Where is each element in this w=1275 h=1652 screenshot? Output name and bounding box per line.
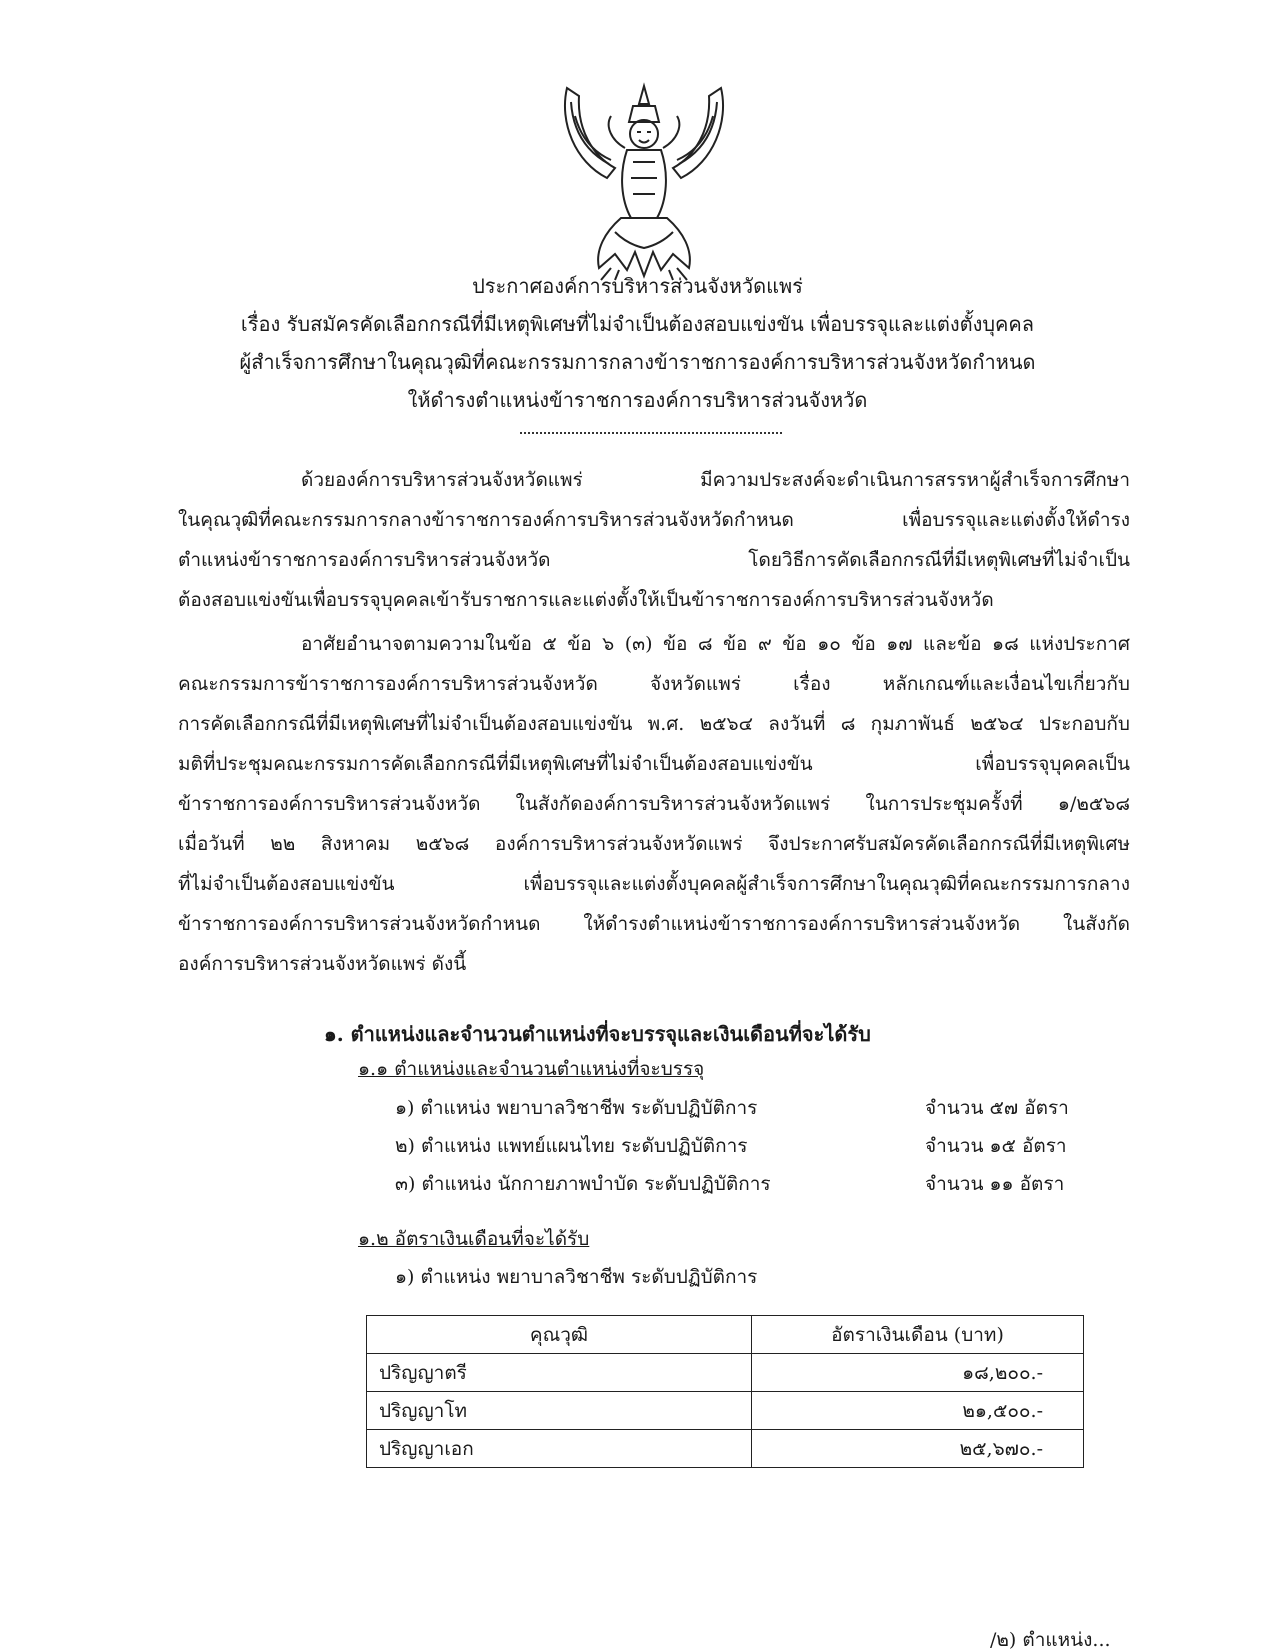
- table-row: [367, 1354, 1084, 1392]
- subject-line-2: ผู้สำเร็จการศึกษาในคุณวุฒิที่คณะกรรมการกลางข้าราชการองค์การบริหารส่วนจังหวัดกำหนด: [239, 350, 1036, 374]
- qualification-cell: ปริญญาเอก: [367, 1430, 752, 1468]
- paragraph-line: ด้วยองค์การบริหารส่วนจังหวัดแพร่ มีความประสงค์จะดำเนินการสรรหาผู้สำเร็จการศึกษา: [301, 469, 1130, 491]
- salary-cell: ๑๘,๒๐๐.-: [752, 1354, 1084, 1392]
- paragraph-line: มติที่ประชุมคณะกรรมการคัดเลือกกรณีที่มีเหตุพิเศษที่ไม่จำเป็นต้องสอบแข่งขัน เพื่อบรรจุบุคคลเป็น: [178, 753, 1130, 775]
- paragraph-line: องค์การบริหารส่วนจังหวัดแพร่ ดังนี้: [178, 953, 467, 975]
- page-continuation: /๒) ตำแหน่ง...: [990, 1629, 1111, 1651]
- position-row: [395, 1166, 1085, 1202]
- position-name: ๑) ตำแหน่ง พยาบาลวิชาชีพ ระดับปฏิบัติการ: [395, 1097, 758, 1119]
- table-row: [367, 1392, 1084, 1430]
- dotted-divider: [520, 432, 782, 434]
- column-header-salary: อัตราเงินเดือน (บาท): [752, 1316, 1084, 1354]
- qualification-cell: ปริญญาโท: [367, 1392, 752, 1430]
- paragraph-line: ข้าราชการองค์การบริหารส่วนจังหวัดกำหนด ให้ดำรงตำแหน่งข้าราชการองค์การบริหารส่วนจังหวัด ในสังกัด: [178, 913, 1130, 935]
- paragraph-line: ในคุณวุฒิที่คณะกรรมการกลางข้าราชการองค์การบริหารส่วนจังหวัดกำหนด เพื่อบรรจุและแต่งตั้งให้ดำรง: [178, 509, 1130, 531]
- announcement-title: ประกาศองค์การบริหารส่วนจังหวัดแพร่: [472, 274, 803, 298]
- qualification-cell: ปริญญาตรี: [367, 1354, 752, 1392]
- position-name: ๓) ตำแหน่ง นักกายภาพบำบัด ระดับปฏิบัติการ: [395, 1173, 771, 1195]
- section-1-1-heading: ๑.๑ ตำแหน่งและจำนวนตำแหน่งที่จะบรรจุ: [358, 1058, 705, 1080]
- position-count: จำนวน ๑๕ อัตรา: [925, 1135, 1067, 1157]
- paragraph-line: ต้องสอบแข่งขันเพื่อบรรจุบุคคลเข้ารับราชการและแต่งตั้งให้เป็นข้าราชการองค์การบริหารส่วนจังหวัด: [178, 589, 994, 611]
- subject-line-3: ให้ดำรงตำแหน่งข้าราชการองค์การบริหารส่วนจังหวัด: [407, 388, 868, 412]
- paragraph-line: การคัดเลือกกรณีที่มีเหตุพิเศษที่ไม่จำเป็นต้องสอบแข่งขัน พ.ศ. ๒๕๖๔ ลงวันที่ ๘ กุมภาพันธ์ ๒๕๖๔ ประกอบกับ: [178, 713, 1130, 735]
- salary-position-label: ๑) ตำแหน่ง พยาบาลวิชาชีพ ระดับปฏิบัติการ: [395, 1266, 758, 1288]
- salary-table: [366, 1315, 1084, 1468]
- garuda-emblem-icon: [555, 82, 733, 282]
- position-row: [395, 1128, 1085, 1164]
- position-row: [395, 1090, 1085, 1126]
- position-count: จำนวน ๑๑ อัตรา: [925, 1173, 1065, 1195]
- paragraph-line: อาศัยอำนาจตามความในข้อ ๕ ข้อ ๖ (๓) ข้อ ๘ ข้อ ๙ ข้อ ๑๐ ข้อ ๑๗ และข้อ ๑๘ แห่งประกาศ: [301, 633, 1130, 655]
- paragraph-line: คณะกรรมการข้าราชการองค์การบริหารส่วนจังหวัด จังหวัดแพร่ เรื่อง หลักเกณฑ์และเงื่อนไขเกี่ยวกับ: [178, 673, 1130, 695]
- subject-line-1: เรื่อง รับสมัครคัดเลือกกรณีที่มีเหตุพิเศษที่ไม่จำเป็นต้องสอบแข่งขัน เพื่อบรรจุและแต่งตั้งบุคคล: [240, 312, 1035, 336]
- table-header-row: [367, 1316, 1084, 1354]
- section-1-heading: ๑. ตำแหน่งและจำนวนตำแหน่งที่จะบรรจุและเงินเดือนที่จะได้รับ: [324, 1022, 871, 1046]
- salary-cell: ๒๕,๖๗๐.-: [752, 1430, 1084, 1468]
- salary-cell: ๒๑,๕๐๐.-: [752, 1392, 1084, 1430]
- position-name: ๒) ตำแหน่ง แพทย์แผนไทย ระดับปฏิบัติการ: [395, 1135, 748, 1157]
- position-count: จำนวน ๕๗ อัตรา: [925, 1097, 1069, 1119]
- table-row: [367, 1430, 1084, 1468]
- paragraph-line: เมื่อวันที่ ๒๒ สิงหาคม ๒๕๖๘ องค์การบริหารส่วนจังหวัดแพร่ จึงประกาศรับสมัครคัดเลือกกรณีที่มีเหตุพิเศษ: [178, 833, 1130, 855]
- paragraph-line: ตำแหน่งข้าราชการองค์การบริหารส่วนจังหวัด โดยวิธีการคัดเลือกกรณีที่มีเหตุพิเศษที่ไม่จำเป็น: [178, 549, 1130, 571]
- section-1-2-heading: ๑.๒ อัตราเงินเดือนที่จะได้รับ: [358, 1228, 590, 1250]
- paragraph-line: ข้าราชการองค์การบริหารส่วนจังหวัด ในสังกัดองค์การบริหารส่วนจังหวัดแพร่ ในการประชุมครั้งที่ ๑/๒๕๖๘: [178, 793, 1130, 815]
- paragraph-line: ที่ไม่จำเป็นต้องสอบแข่งขัน เพื่อบรรจุและแต่งตั้งบุคคลผู้สำเร็จการศึกษาในคุณวุฒิที่คณะกรรมการกลาง: [178, 873, 1130, 895]
- paragraph-authority: [178, 624, 1130, 984]
- column-header-qualification: คุณวุฒิ: [367, 1316, 752, 1354]
- paragraph-intro: [178, 460, 1130, 620]
